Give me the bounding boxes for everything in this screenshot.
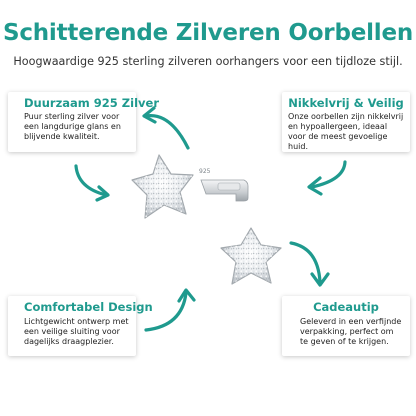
feature-title-gift: Cadeautip — [313, 300, 379, 314]
feature-card-gift — [282, 296, 410, 356]
feature-text-nickel: Onze oorbellen zijn nikkelvrij en hypoallergeen, ideaal voor de meest gevoelige huid. — [288, 112, 404, 151]
stamp-925: 925 — [199, 168, 211, 175]
curved-arrow-icon — [144, 108, 188, 148]
feature-card-durable — [8, 92, 159, 152]
page-subtitle: Hoogwaardige 925 sterling zilveren oorhangers voor een tijdloze stijl. — [13, 55, 403, 68]
feature-text-gift: Geleverd in een verfijnde verpakking, perfect om te geven of te krijgen. — [300, 317, 402, 346]
earring-front-view — [221, 228, 281, 284]
feature-card-nickel — [282, 92, 410, 152]
feature-text-durable: Puur sterling zilver voor een langdurige glans en blijvende kwaliteit. — [24, 112, 121, 141]
earring-side-view — [132, 155, 248, 218]
feature-title-comfort: Comfortabel Design — [24, 300, 153, 314]
feature-text-comfort: Lichtgewicht ontwerp met een veilige sluiting voor dagelijks draagplezier. — [24, 317, 129, 346]
feature-title-nickel: Nikkelvrij & Veilig — [288, 96, 404, 110]
curved-arrow-icon — [76, 166, 108, 200]
curved-arrow-icon — [291, 243, 328, 285]
curved-arrow-icon — [309, 162, 345, 194]
feature-card-comfort — [8, 296, 153, 356]
curved-arrow-icon — [146, 290, 194, 330]
page-title: Schitterende Zilveren Oorbellen — [2, 20, 414, 46]
feature-title-durable: Duurzaam 925 Zilver — [24, 96, 159, 110]
